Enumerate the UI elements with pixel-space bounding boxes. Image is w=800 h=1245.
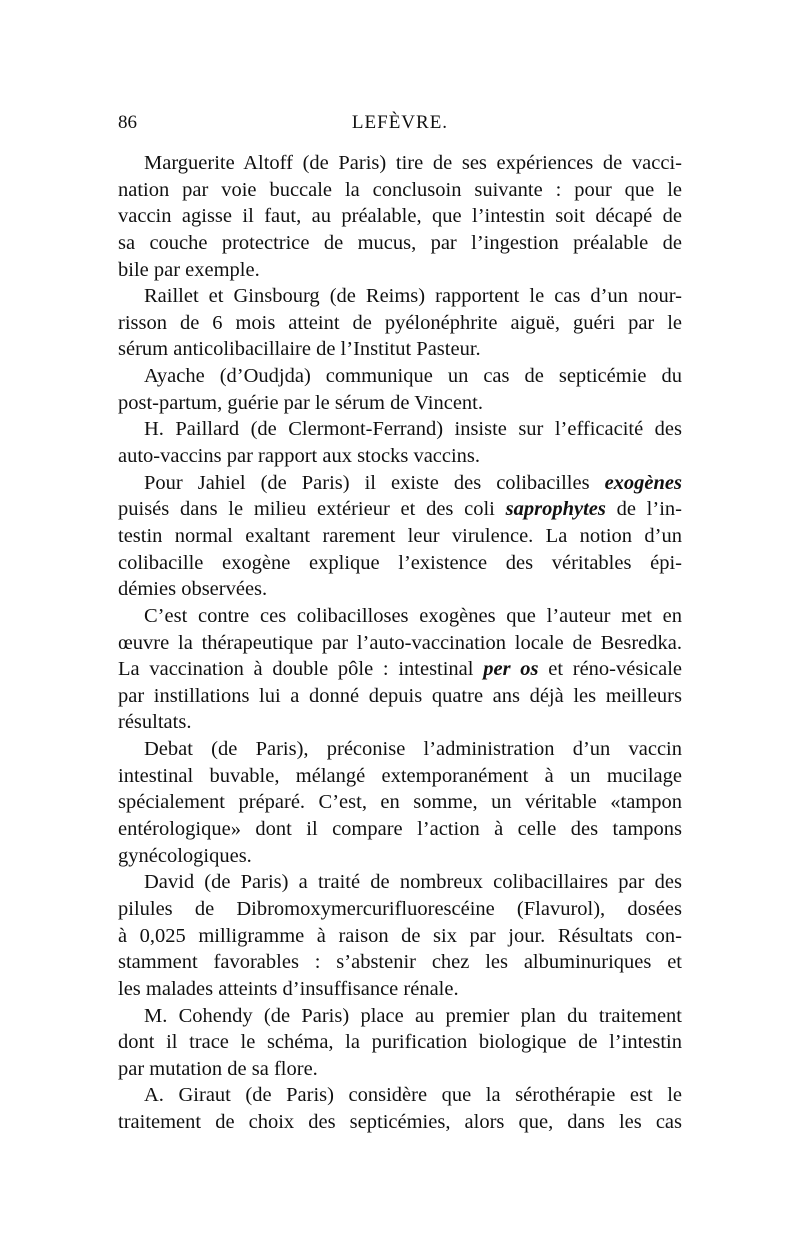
paragraph (118, 603, 682, 736)
text-line: Debat (de Paris), préconise l’administration d’un vaccin (144, 738, 682, 761)
italic-term: per os (483, 658, 539, 681)
text-segment: et réno-vésicale (538, 658, 682, 681)
italic-term: saprophytes (505, 498, 606, 521)
text-line (118, 496, 682, 523)
text-line: à 0,025 milligramme à raison de six par jour. Résultats con- (118, 924, 682, 947)
page-number: 86 (118, 112, 137, 133)
text-line: les malades atteints d’insuffisance rénale. (118, 977, 459, 1000)
text-line: colibacille exogène explique l’existence des véritables épi- (118, 551, 682, 574)
text-line: démies observées. (118, 578, 268, 601)
paragraph (118, 470, 682, 603)
text-line: spécialement préparé. C’est, en somme, un véritable «tampon (118, 791, 682, 814)
text-line: intestinal buvable, mélangé extemporanément à un mucilage (118, 764, 682, 787)
text-segment: puisés dans le milieu extérieur et des coli (118, 498, 506, 521)
text-line: David (de Paris) a traité de nombreux colibacillaires par des (144, 871, 682, 894)
text-line: testin normal exaltant rarement leur virulence. La notion d’un (118, 524, 682, 547)
paragraph (118, 1003, 682, 1083)
paragraph (118, 150, 682, 283)
text-line: C’est contre ces colibacilloses exogènes que l’auteur met en (144, 604, 682, 627)
text-segment: de l’in- (605, 498, 682, 521)
text-line: M. Cohendy (de Paris) place au premier plan du traitement (144, 1004, 682, 1027)
text-line: nation par voie buccale la conclusoin suivante : pour que le (118, 178, 682, 201)
text-line: vaccin agisse il faut, au préalable, que l’intestin soit décapé de (118, 205, 682, 228)
body-text (118, 150, 682, 1136)
italic-term: exogènes (604, 471, 682, 494)
text-line (118, 470, 682, 497)
text-line: par instillations lui a donné depuis quatre ans déjà les meilleurs (118, 684, 682, 707)
text-line: Raillet et Ginsbourg (de Reims) rapportent le cas d’un nour- (144, 285, 682, 308)
text-line: bile par exemple. (118, 258, 260, 281)
text-line: traitement de choix des septicémies, alors que, dans les cas (118, 1111, 682, 1134)
text-line: dont il trace le schéma, la purification biologique de l’intestin (118, 1031, 682, 1054)
paragraph (118, 736, 682, 869)
text-line: sérum anticolibacillaire de l’Institut Pasteur. (118, 338, 481, 361)
page-header (118, 112, 682, 142)
paragraph (118, 363, 682, 416)
text-line: Ayache (d’Oudjda) communique un cas de septicémie du (144, 365, 682, 388)
text-line: œuvre la thérapeutique par l’auto-vaccination locale de Besredka. (118, 631, 682, 654)
text-segment: La vaccination à double pôle : intestinal (118, 658, 484, 681)
text-line: sa couche protectrice de mucus, par l’ingestion préalable de (118, 231, 682, 254)
text-line: pilules de Dibromoxymercurifluorescéine (Flavurol), dosées (118, 897, 682, 920)
text-line: A. Giraut (de Paris) considère que la sérothérapie est le (144, 1084, 682, 1107)
text-line: risson de 6 mois atteint de pyélonéphrite aiguë, guéri par le (118, 311, 682, 334)
paragraph (118, 869, 682, 1002)
text-line: gynécologiques. (118, 844, 252, 867)
text-line: stamment favorables : s’abstenir chez les albuminuriques et (118, 951, 682, 974)
text-line: entérologique» dont il compare l’action à celle des tampons (118, 818, 682, 841)
text-line: auto-vaccins par rapport aux stocks vaccins. (118, 445, 481, 468)
paragraph (118, 283, 682, 363)
text-segment: Pour Jahiel (de Paris) il existe des colibacilles (144, 471, 605, 494)
paragraph (118, 416, 682, 469)
running-title: LEFÈVRE. (351, 112, 449, 133)
text-line (118, 656, 682, 683)
text-line: par mutation de sa flore. (118, 1057, 318, 1080)
paragraph (118, 1082, 682, 1135)
text-line: Marguerite Altoff (de Paris) tire de ses expériences de vacci- (144, 152, 682, 174)
text-line: post-partum, guérie par le sérum de Vincent. (118, 391, 483, 414)
text-line: H. Paillard (de Clermont-Ferrand) insiste sur l’efficacité des (144, 418, 682, 441)
text-line: résultats. (118, 711, 192, 734)
